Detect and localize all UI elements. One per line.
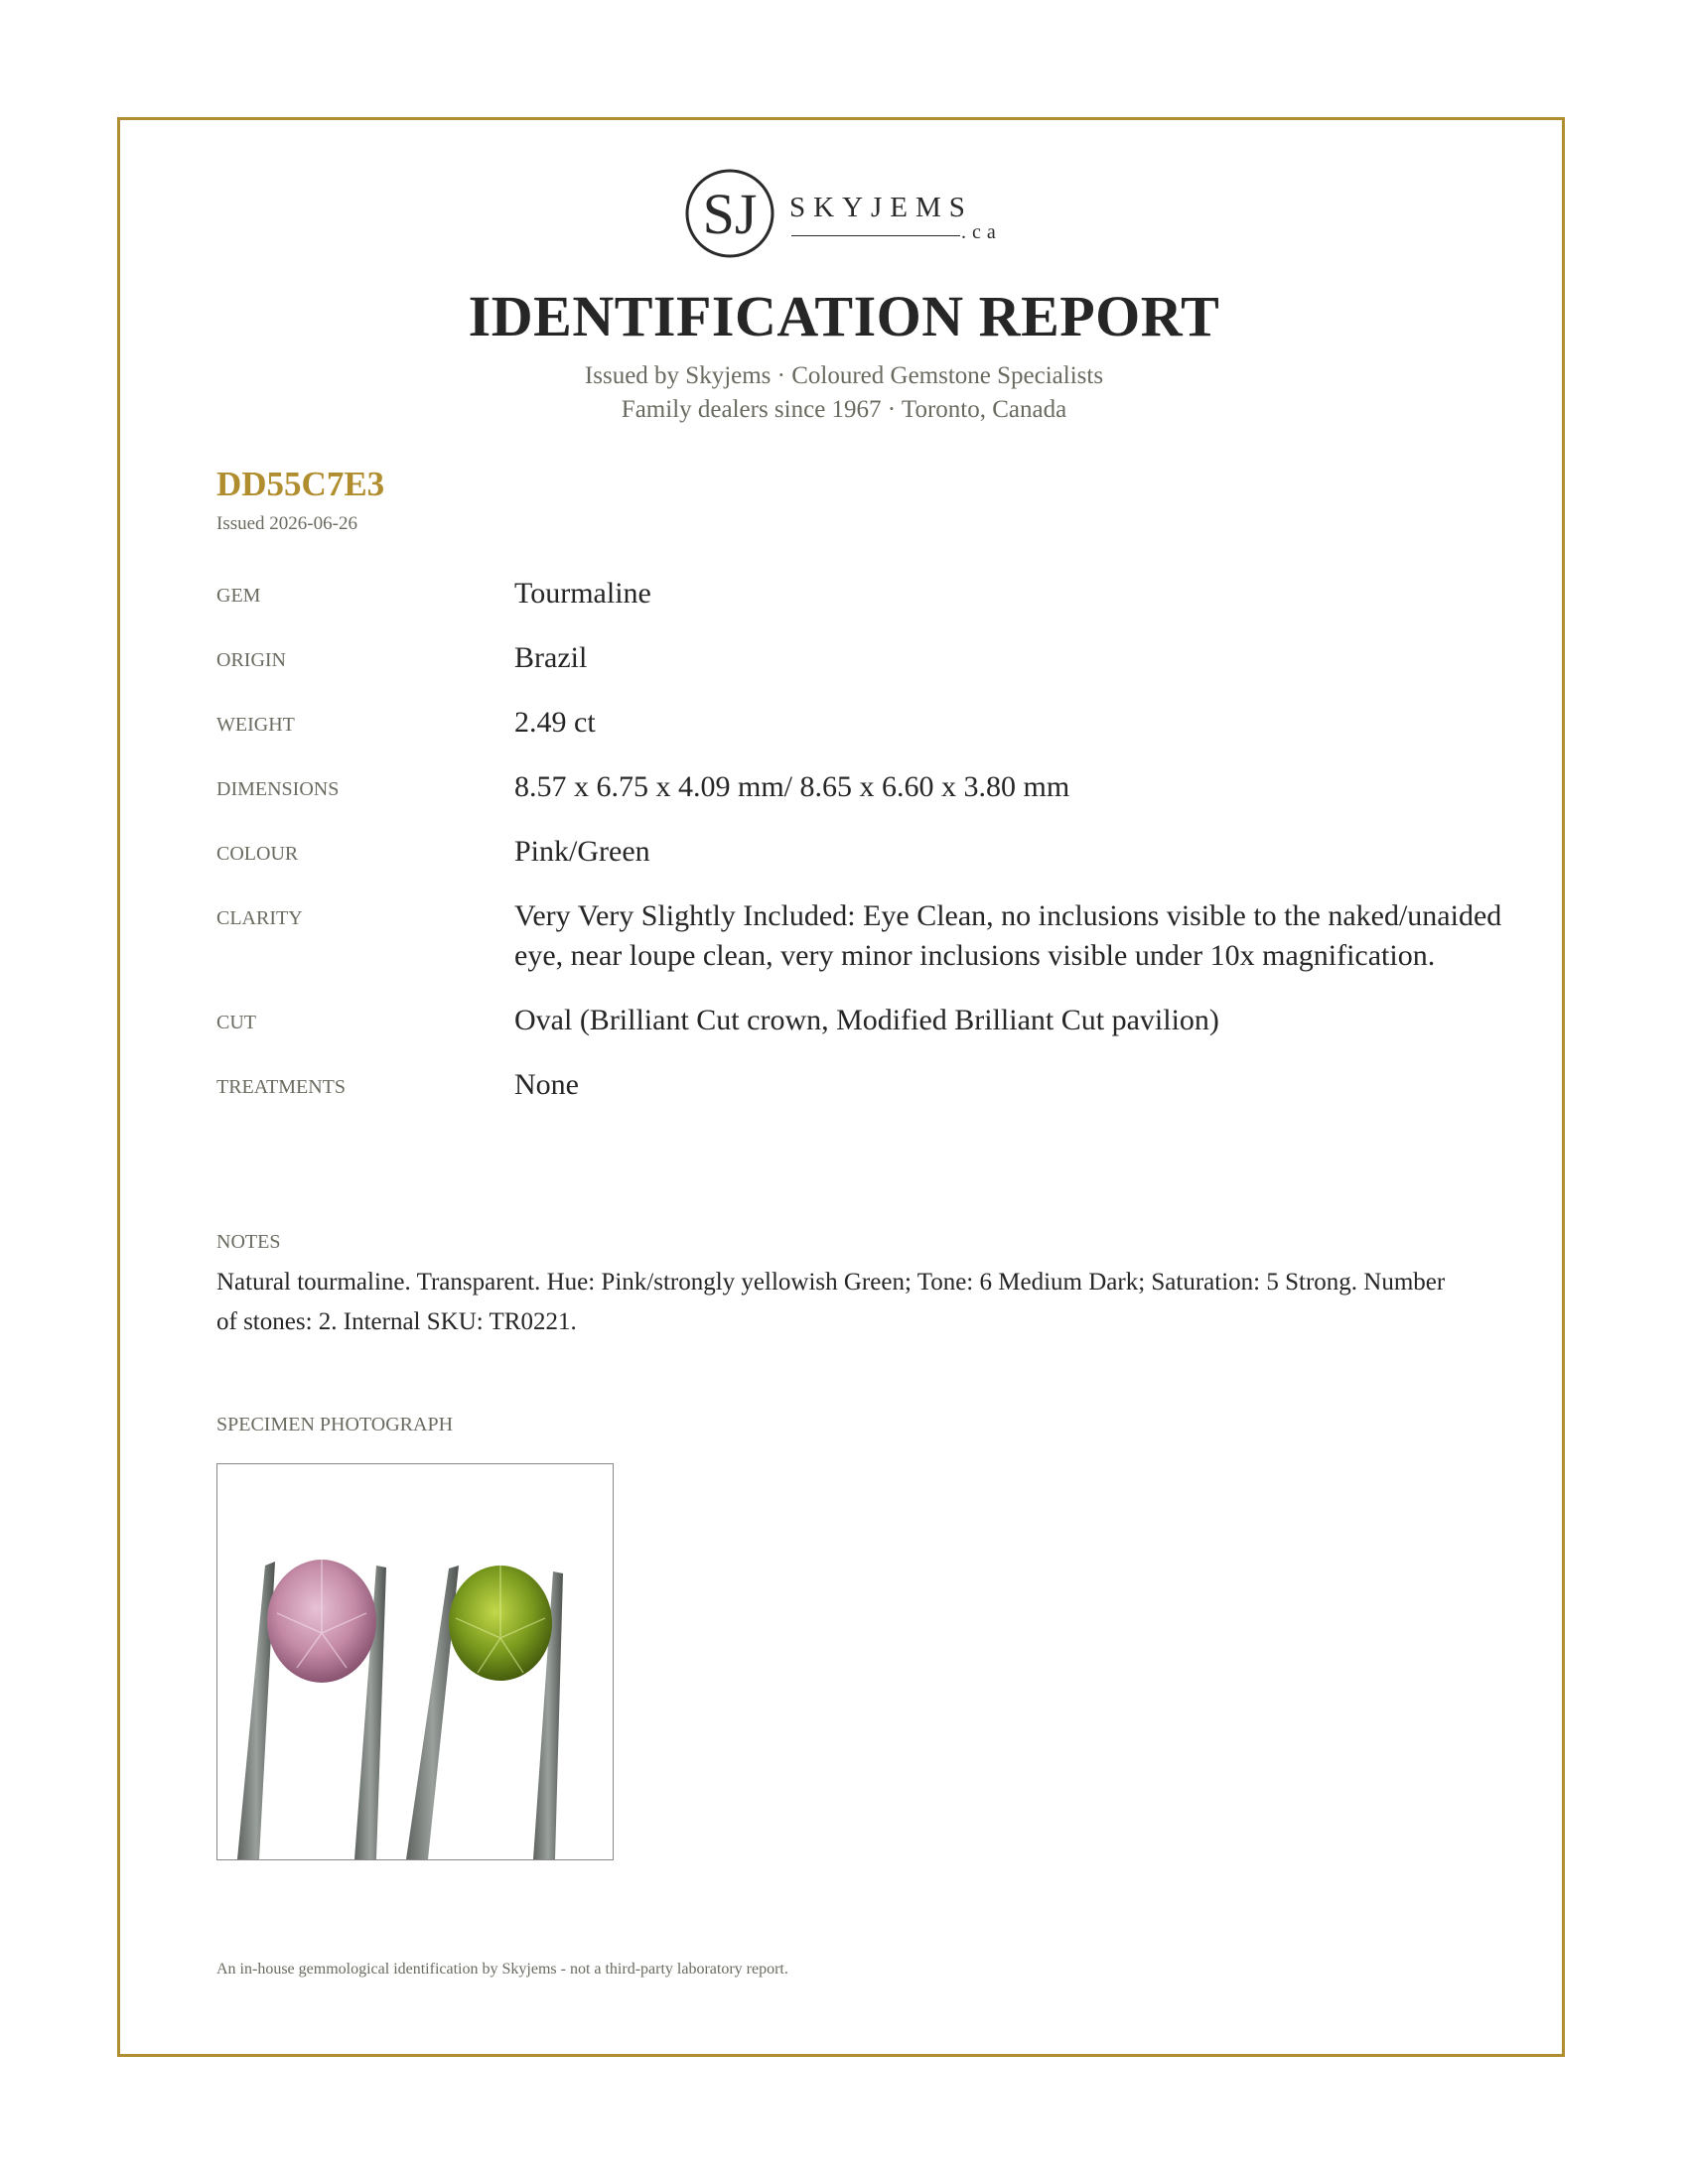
- field-label: GEM: [216, 585, 261, 607]
- report-title: IDENTIFICATION REPORT: [468, 284, 1220, 348]
- field-label: TREATMENTS: [216, 1076, 346, 1098]
- field-value: 8.57 x 6.75 x 4.09 mm/ 8.65 x 6.60 x 3.80 mm: [514, 770, 1070, 803]
- field-label: WEIGHT: [216, 714, 295, 736]
- field-value: Tourmaline: [514, 577, 651, 610]
- field-row-dimensions: [216, 767, 1507, 807]
- field-row-weight: [216, 703, 1507, 743]
- field-label: CLARITY: [216, 907, 303, 929]
- field-row-clarity: [216, 896, 1507, 976]
- logo-wordmark: SKYJEMS: [789, 192, 973, 223]
- skyjems-logo: [685, 164, 1003, 263]
- field-value: Oval (Brilliant Cut crown, Modified Brilliant Cut pavilion): [514, 1004, 1219, 1036]
- field-label: ORIGIN: [216, 649, 286, 671]
- field-value: Very Very Slightly Included: Eye Clean, no inclusions visible to the naked/unaided eye, near loupe clean, very minor inclusions visible under 10x magnification.: [514, 899, 1502, 972]
- specimen-photograph: [216, 1463, 614, 1860]
- field-label: COLOUR: [216, 843, 299, 865]
- field-value: Pink/Green: [514, 835, 650, 868]
- subtitle-family: Family dealers since 1967 · Toronto, Canada: [621, 396, 1067, 423]
- field-row-gem: [216, 574, 1507, 614]
- report-subtitle: [0, 359, 1688, 427]
- issued-date: Issued 2026-06-26: [216, 513, 357, 534]
- field-value: None: [514, 1068, 579, 1101]
- monogram-seal-icon: [685, 164, 784, 263]
- field-row-cut: [216, 1001, 1507, 1040]
- tweezers-with-gems-icon: [217, 1464, 613, 1859]
- photo-label: SPECIMEN PHOTOGRAPH: [216, 1414, 454, 1435]
- field-value: Brazil: [514, 641, 588, 674]
- logo-monogram: SJ: [702, 182, 758, 246]
- field-value: 2.49 ct: [514, 706, 596, 739]
- field-row-colour: [216, 832, 1507, 872]
- field-label: DIMENSIONS: [216, 778, 340, 800]
- report-id: DD55C7E3: [216, 465, 385, 503]
- logo-domain: .ca: [961, 221, 1002, 243]
- field-row-treatments: [216, 1065, 1507, 1105]
- field-row-origin: [216, 638, 1507, 678]
- gem-details: [216, 574, 1507, 1130]
- subtitle-issuer: Issued by Skyjems · Coloured Gemstone Specialists: [584, 362, 1104, 389]
- notes-text: Natural tourmaline. Transparent. Hue: Pink/strongly yellowish Green; Tone: 6 Medium Dark; Saturation: 5 Strong. Number of stones: 2. Internal SKU: TR0221.: [216, 1269, 1446, 1335]
- field-label: CUT: [216, 1012, 256, 1033]
- notes-label: NOTES: [216, 1231, 281, 1253]
- logo-underline: [791, 235, 960, 236]
- footer-disclaimer: An in-house gemmological identification by Skyjems - not a third-party laboratory report.: [216, 1961, 788, 1978]
